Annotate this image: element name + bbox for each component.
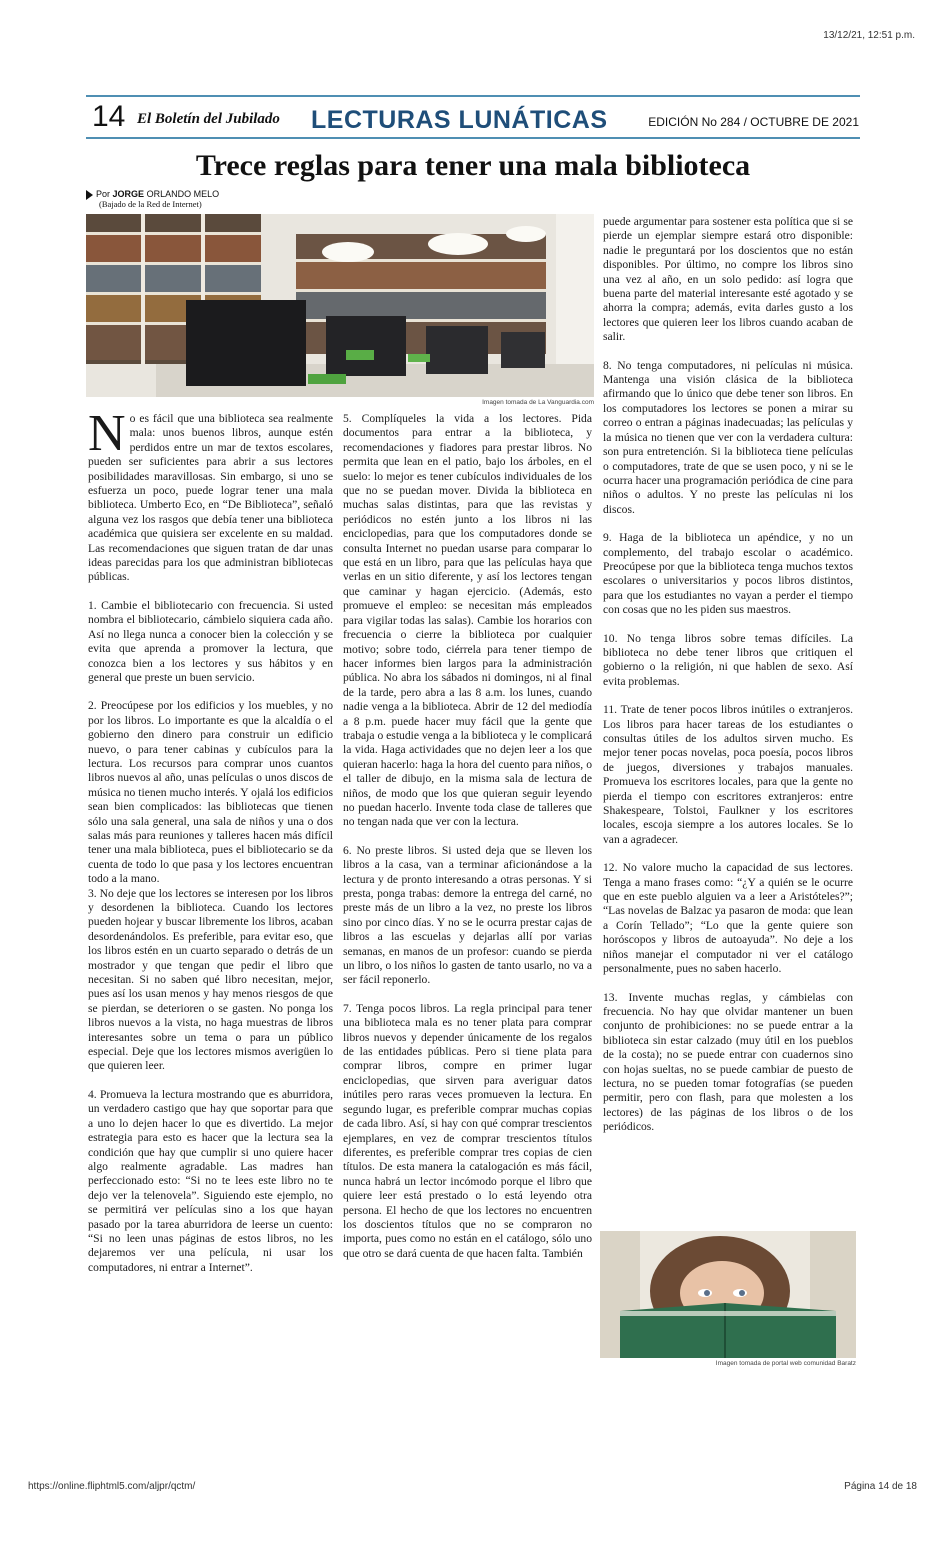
masthead-section: LECTURAS LUNÁTICAS xyxy=(311,106,608,134)
byline-author-first: JORGE xyxy=(112,189,145,199)
intro-paragraph xyxy=(88,405,333,585)
rule-9-paragraph: 9. Haga de la biblioteca un apéndice, y no un complemento, del trabajo escolar o académico. Preocúpese por que la biblioteca tenga muchos textos escolares o universitarios y pocos libros distintos, para que los estudiantes no vayan a perder el tiempo con cosas que no les piden sus maestros. xyxy=(603,531,853,617)
masthead-bottom-rule xyxy=(86,137,860,139)
masthead-publication: El Boletín del Jubilado xyxy=(137,111,280,127)
masthead-top-rule xyxy=(86,95,860,97)
reader-photo xyxy=(600,1231,856,1358)
rule-11-paragraph: 11. Trate de tener pocos libros inútiles o extranjeros. Los libros para hacer tareas de los estudiantes o consultas útiles de los adultos sirven mucho. Es mejor tener pocas novelas, poca poesía, pocos libros de juegos, diversiones y trabajos manuales. Promueva los escritores locales, para que la gente no pierda el tiempo con escritores extranjeros: entre Shakespeare, Tolstoi, Faulkner y los escritores locales, escoja siempre a los autores locales. Se lo van a agradecer. xyxy=(603,703,853,846)
rule-3-paragraph: 3. No deje que los lectores se interesen por los libros y desordenen la biblioteca. Cuando los lectores pueden hojear y buscar libremente los libros, acaban desordenándolos. Es preferible, para evitar eso, que los libros estén en un cuarto separado o detrás de un mostrador y que tengan que pedir el libro que necesitan. Si no saben qué libro necesitan, mejor, pues así los usan menos y hay menos riesgos de que se pierdan, se deterioren o se gasten. No ponga los libros nuevos a la vista, no haga muestras de libros interesantes sobre un tema o para un público especial. Deje que los lectores mismos averigüen lo que quieren leer. xyxy=(88,886,333,1073)
rule-6-paragraph: 6. No preste libros. Si usted deja que se lleven los libros a la casa, van a terminar aficionándose a la lectura y de pronto interesando a otras personas. Y si presta, ponga trabas: demore la entrega del carné, no preste más de un libro a la vez, no preste los libros sino por cinco días. Y no se le ocurra prestar cajas de libros a las escuelas y dejarlas allí por varias semanas, en manos de un profesor: cuando se pierda un libro, o los niños lo gasten de tanto usarlo, no va a ser fácil reponerlo. xyxy=(343,843,592,987)
rule-1-paragraph: 1. Cambie el bibliotecario con frecuencia. Si usted nombra el bibliotecario, cámbielo siquiera cada año. Así no llega nunca a conocer bien la colección y se evita que aprenda a promover la lectura, que conozca bien a los lectores y sus hábitos y en general que preste un buen servicio. xyxy=(88,598,333,684)
print-timestamp: 13/12/21, 12:51 p.m. xyxy=(823,30,915,41)
column-2 xyxy=(343,412,592,1275)
rule-5-paragraph: 5. Complíqueles la vida a los lectores. Pida documentos para entrar a la biblioteca, y recomendaciones y fiadores para prestar libros. No permita que lean en el patio, bajo los árboles, en el suelo: lo mejor es tener cubículos individuales de los que no se puedan mover. Divida la biblioteca en muchas salas distintas, para que las revistas y periódicos no estén junto a los libros ni las enciclopedias, para que los computadores donde se consulta Internet no puedan usarse para comparar lo que está en un libro, para que las películas haya que verlas en un sitio diferente, y así los lectores tengan que caminar y hagan ejercicio. (Además, esto promueve el empleo: se necesitan más empleados para vigilar todas las salas). Cambie los horarios con frecuencia o cierre la biblioteca por cualquier motivo; sobre todo, ciérrela para tener tiempo de hacer informes bien largos para la administración pública. No abra los sábados ni domingos, ni al final de la tarde, pero abra a las 8 a.m. los lunes, cuando nadie venga a la biblioteca. Abrir de 12 del mediodía a 8 p.m. puede hacer muy fácil que la gente que trabaja o estudie venga a la biblioteca y le complicará la vida. Haga actividades que no dejen leer a los que quieran hacerlo: haga la hora del cuento para niños, o el taller de dibujo, en la misma sala de lectura de niños, de modo que los que quieran seguir leyendo no puedan hacerlo. Invente toda clase de talleres que no tengan nada que ver con la lectura. xyxy=(343,412,592,829)
masthead-page-number: 14 xyxy=(92,100,126,133)
column-3 xyxy=(603,215,853,1149)
reader-photo-caption: Imagen tomada de portal web comunidad Baratz xyxy=(715,1360,856,1367)
rule-13-paragraph: 13. Invente muchas reglas, y cámbielas con frecuencia. No hay que olvidar mantener un buen conjunto de prohibiciones: no se puede entrar a la biblioteca sin estar calzado (muy útil en los pueblos de la costa); no se puede entrar con cuadernos sino con hojas sueltas, no se puede cambiar de puesto de lectura, no se pueden tomar fotografías (se pueden permitir, pero con flash, para que molesten a los lectores) de las páginas de los libros o de los periódicos. xyxy=(603,990,853,1134)
print-url[interactable]: https://online.fliphtml5.com/aljpr/qctm/ xyxy=(28,1481,196,1492)
rule-12-paragraph: 12. No valore mucho la capacidad de sus lectores. Tenga a mano frases como: “¿Y a quién se le ocurre que en este pueblo alguien va a leer a Aristóteles?”; “Las novelas de Balzac ya pasaron de moda: que lean a Corín Tellado”; “Lo que la gente quiere son horóscopos y libros de autoayuda”. No deje a los niños manejar el computador ni ver el catálogo personalmente, pues no saben hacerlo. xyxy=(603,861,853,976)
library-photo xyxy=(86,214,594,397)
intro-text: o es fácil que una biblioteca sea realmente mala: unos buenos libros, aunque estén perdidos entre un mar de textos escolares, pueden ser suficientes para abrir a sus lectores posibilidades maravillosas. Sin embargo, si uno se esfuerza un poco, puede lograr tener una mala biblioteca. Umberto Eco, en “De Biblioteca”, señaló alguna vez los rasgos que debía tener una biblioteca académica que quisiera ser excelente en su maldad. Las recomendaciones que siguen tratan de dar unas ideas parecidas para los que administran bibliotecas públicas. xyxy=(88,412,333,584)
drop-cap: N xyxy=(88,405,126,462)
rule-10-paragraph: 10. No tenga libros sobre temas difíciles. La biblioteca no debe tener libros que critiquen el gobierno o la religión, ni que hablen de sexo. Así evita problemas. xyxy=(603,631,853,688)
article-title: Trece reglas para tener una mala biblioteca xyxy=(195,149,751,182)
rule-7-paragraph: 7. Tenga pocos libros. La regla principal para tener una biblioteca mala es no tener plata para comprar libros nuevos y depender únicamente de los regalos de las entidades públicas. Pero si tiene plata para comprar libros, compre en primer lugar enciclopedias, que sirven para averiguar datos inútiles pero raras veces promueven la lectura. En segundo lugar, es preferible comprar muchas copias de cada libro. Así, si hay con qué comprar trescientos ejemplares, en vez de comprar trescientos títulos diferentes, es preferible comprar tres copias de cien títulos. De esta manera la catalogación es más fácil, nunca habrá un lector incómodo porque el libro que quiere leer está prestado o lo está leyendo otra persona. El hecho de que los lectores no encuentren los doscientos títulos que no se compraron no importa, pues como no están en el catálogo, sólo uno que otro se dará cuenta de que hacen falta. También xyxy=(343,1001,592,1260)
library-photo-illustration xyxy=(86,214,594,397)
byline-prefix: Por xyxy=(96,189,111,199)
library-photo-caption: Imagen tomada de La Vanguardia.com xyxy=(482,399,594,406)
byline-arrow-icon xyxy=(86,190,93,200)
source-note: (Bajado de la Red de Internet) xyxy=(99,199,202,209)
print-page-number: Página 14 de 18 xyxy=(844,1481,917,1492)
column-1 xyxy=(88,405,333,1289)
masthead-edition: EDICIÓN No 284 / OCTUBRE DE 2021 xyxy=(648,115,859,129)
reader-photo-illustration xyxy=(600,1231,856,1358)
rule-7-continued-paragraph: puede argumentar para sostener esta política que si se pierde un ejemplar siempre estará otro disponible: nadie le preguntará por los doscientos que no están disponibles. Por último, no compre los libros sino una vez al año, en un solo pedido: así logra que buena parte del material interesante esté agotado y se ahorra la compra; además, evita darles gusto a los lectores que quieren leer los libros cuando acaban de salir. xyxy=(603,215,853,344)
rule-8-paragraph: 8. No tenga computadores, ni películas ni música. Mantenga una visión clásica de la biblioteca afirmando que lo único que debe tener son libros. En los computadores los lectores se ponen a mirar su correo o entran a páginas inadecuadas; las películas y la música no tienen que ver con la verdadera cultura: son pura entretención. Si la biblioteca tiene películas o computadores, trate de que se usen poco, y ni se le ocurra hacer una programación periódica de cine para niños o adultos. Y no preste las películas ni los discos. xyxy=(603,358,853,516)
rule-4-paragraph: 4. Promueva la lectura mostrando que es aburridora, un verdadero castigo que hay que soportar para que a uno lo dejen hacer lo que es divertido. La mejor estrategia para esto es hacer que la lectura sea la condición que hay que cumplir si uno quiere hacer algo realmente agradable. Las madres han perfeccionado esto: “Si no te lees este libro no te dejo ver la telenovela”. Siguiendo este ejemplo, no se permitirá ver películas sino a los que hayan pasado por la tarea aburridora de leerse un cuento: “Si no leen unas páginas de estos libros, no les dejaremos ver una película, ni usar los computadores, ni entrar a Internet”. xyxy=(88,1087,333,1274)
rule-2-paragraph: 2. Preocúpese por los edificios y los muebles, y no por los libros. Lo importante es que la alcaldía o el gobierno den dinero para construir un edificio nuevo, o para tener cabinas y cubículos para la lectura. Los recursos para comprar unos cuantos libros nuevos al año, unas películas o unos discos de música no tienen mucho interés. Y ojalá los edificios sean bien complicados: las bibliotecas que tienen sólo una sala general, una sala de niños y una o dos salas más para reuniones y talleres hacen más difícil tener una mala biblioteca, pues el bibliotecario se da cuenta de todo lo que pasa y los lectores encuentran todo a la mano. xyxy=(88,699,333,886)
byline-author-rest: ORLANDO MELO xyxy=(146,189,220,199)
